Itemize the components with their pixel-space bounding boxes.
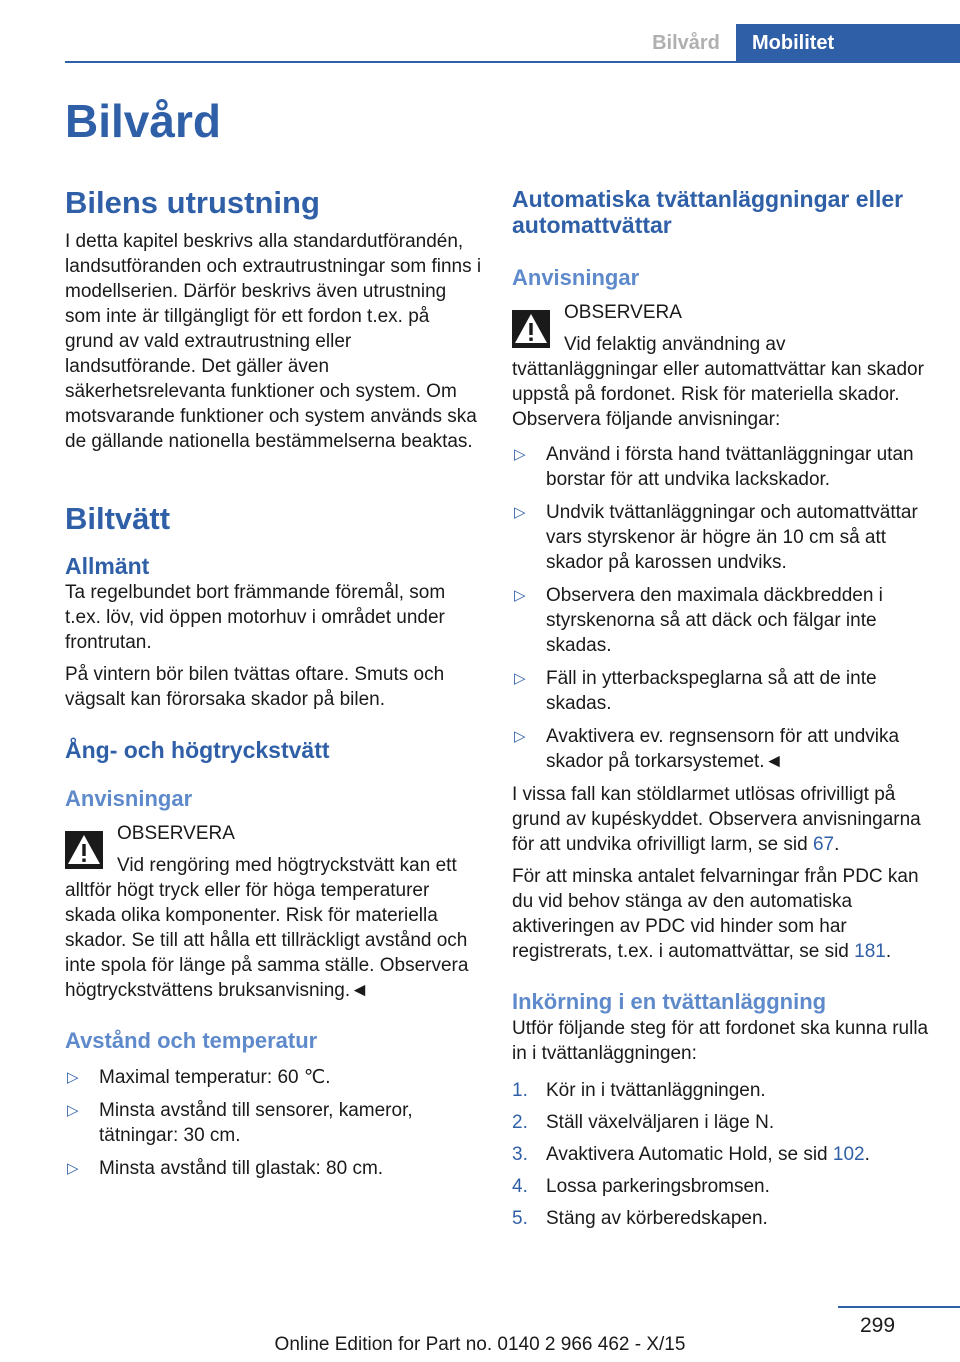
header-bar [0,24,960,62]
triangle-bullet-icon: ▷ [67,1069,79,1086]
list-item: ▷ Undvik tvättanläggningar och automattvättar vars styrskenor är högre än 10 cm så att skador på karossen undviks. [514,502,918,573]
triangle-bullet-icon: ▷ [514,728,526,745]
tab-bilvard[interactable]: Bilvård [636,24,736,62]
right-column [512,184,930,1238]
list-item: ▷ Använd i första hand tvättanläggningar utan borstar för att undvika lackskador. [514,444,914,490]
list-item: ▷ Minsta avstånd till sensorer, kameror, tätningar: 30 cm. [67,1100,413,1146]
step-item: 4. Lossa parkeringsbromsen. [512,1176,770,1197]
warning-triangle-icon [65,831,103,869]
page-link-102[interactable]: 102 [832,1144,865,1165]
warning-text-right: Vid felaktig användning av tvättanläggningar eller automattvättar kan skador uppstå på fordonet. Risk för materiella skador. Observera följande anvisningar: [512,334,924,430]
left-column [65,184,483,1189]
warning-box-right [512,300,930,325]
triangle-bullet-icon: ▷ [514,446,526,463]
warning-heading: OBSERVERA [117,823,235,844]
page-link-67[interactable]: 67 [812,834,835,855]
steps-list [512,1078,930,1231]
heading-bilens-utrustning: Bilens utrustning [65,185,320,220]
paragraph-pdc: För att minska antalet felvarningar från PDC kan du vid behov stänga av den automatiska aktiveringen av PDC vid hinder som har registrerats, t.ex. i automattvättar, se sid 181. [512,866,919,962]
heading-automatiska: Automatiska tvättanläggningar eller automattvättar [512,186,904,238]
warning-triangle-icon [512,310,550,348]
heading-biltvatt: Biltvätt [65,501,171,536]
step-item: 2. Ställ växelväljaren i läge N. [512,1112,775,1133]
list-item: ▷ Avaktivera ev. regnsensorn för att undvika skador på torkarsystemet.◄ [514,726,900,772]
triangle-bullet-icon: ▷ [67,1102,79,1119]
heading-inkorning: Inkörning i en tvättanläggning [512,989,827,1014]
heading-ang-hogtryck: Ång- och högtryckstvätt [65,737,330,763]
tab-mobilitet[interactable]: Mobilitet [736,24,960,62]
heading-anvisningar-left: Anvisningar [65,786,193,811]
footer-edition: Online Edition for Part no. 0140 2 966 462 - X/15 [274,1334,686,1355]
paragraph-inkorning: Utför följande steg för att fordonet ska kunna rulla in i tvättanläggningen: [512,1018,929,1064]
heading-allmant: Allmänt [65,553,150,579]
paragraph-allmant-2: På vintern bör bilen tvättas oftare. Smuts och vägsalt kan förorsaka skador på bilen. [65,664,445,710]
page-number: 299 [860,1314,896,1337]
paragraph-allmant-1: Ta regelbundet bort främmande föremål, som t.ex. löv, vid öppen motorhuv i området under frontrutan. [65,582,446,653]
heading-avstand: Avstånd och temperatur [65,1028,318,1053]
page-title: Bilvård [65,95,221,147]
paragraph-intro: I detta kapitel beskrivs alla standardutförandén, landsutföranden och extrautrustningar som finns i modellserien. Därför beskrivs även utrustning som inte är tillgängligt för ett fordon t.ex. på grund av vald extrautrustning eller landsutförande. Det gäller även säkerhetsrelevanta funktioner och system. Om motsvarande funktioner och system används ska de gällande nationella bestämmelserna beaktas. [65,231,482,452]
list-item: ▷ Maximal temperatur: 60 ℃. [67,1067,331,1088]
triangle-bullet-icon: ▷ [67,1160,79,1177]
page-number-rule [838,1306,960,1308]
warning-text-left: Vid rengöring med högtryckstvätt kan ett alltför högt tryck eller för höga temperaturer skada olika komponenter. Risk för materiella skador. Se till att hålla ett tillräckligt avstånd och inte spola för länge på samma ställe. Observera högtryckstvättens bruksanvisning.◄ [65,855,469,1001]
warning-box-left [65,821,483,846]
triangle-bullet-icon: ▷ [514,670,526,687]
step-item: 5. Stäng av körberedskapen. [512,1208,768,1229]
header-rule [65,61,960,63]
page-link-181[interactable]: 181 [854,941,886,962]
paragraph-stoldlarm: I vissa fall kan stöldlarmet utlösas ofrivilligt på grund av kupéskyddet. Observera anvisningarna för att undvika ofrivilligt larm, se sid 67. [512,784,921,855]
list-item: ▷ Observera den maximala däckbredden i styrskenorna så att däck och fälgar inte skadas. [514,585,883,656]
triangle-bullet-icon: ▷ [514,504,526,521]
list-avstand [65,1065,483,1181]
warning-heading: OBSERVERA [564,302,682,323]
triangle-bullet-icon: ▷ [514,587,526,604]
list-item: ▷ Minsta avstånd till glastak: 80 cm. [67,1158,384,1179]
step-item: 3. Avaktivera Automatic Hold, se sid 102. [512,1144,870,1165]
list-automatiska [512,442,930,774]
list-item: ▷ Fäll in ytterbackspeglarna så att de inte skadas. [514,668,877,714]
heading-anvisningar-right: Anvisningar [512,265,640,290]
step-item: 1. Kör in i tvättanläggningen. [512,1080,766,1101]
